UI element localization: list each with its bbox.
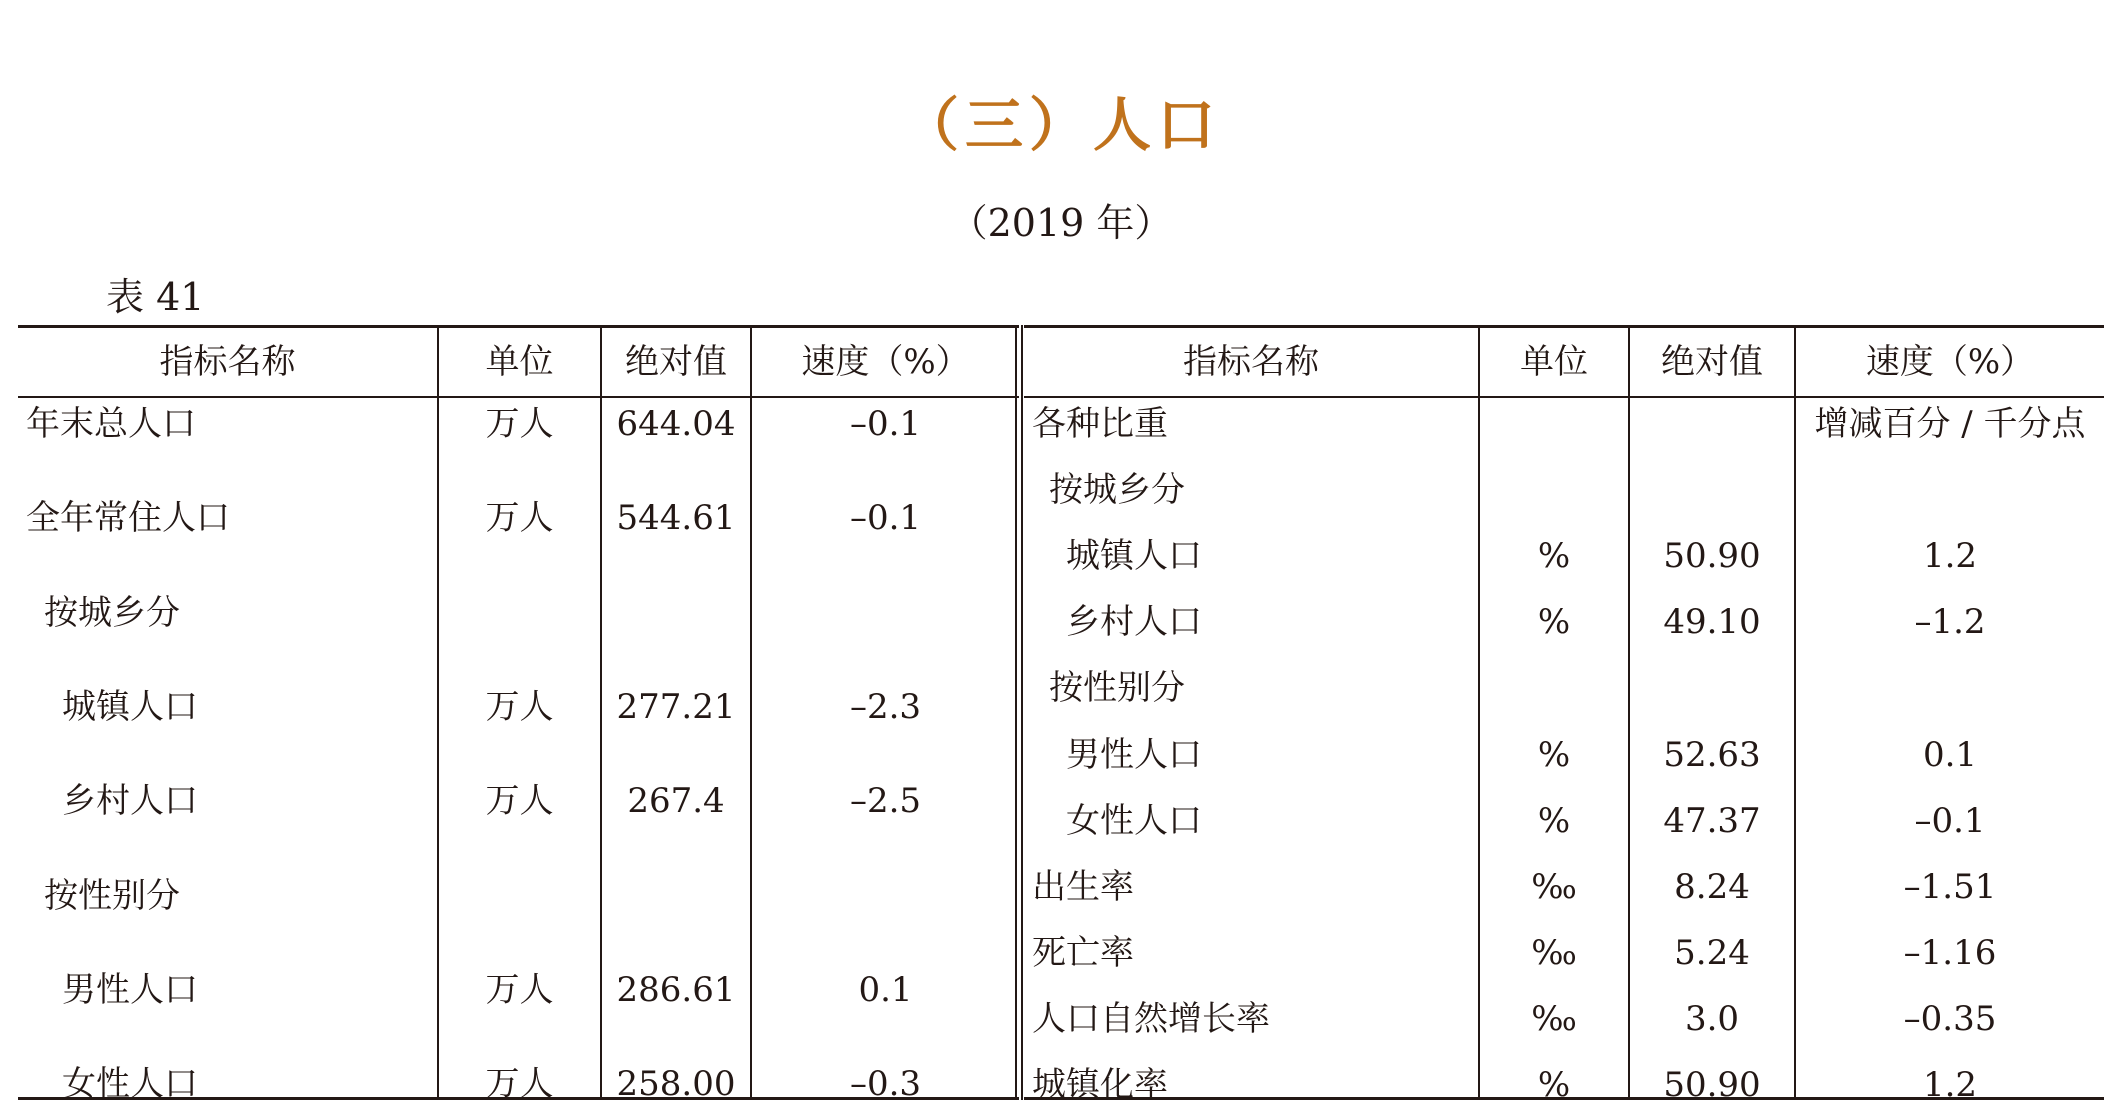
indicator-name: 人口自然增长率: [1032, 998, 1270, 1039]
unit-cell: %: [1537, 536, 1571, 577]
value-cell: 267.4: [627, 781, 725, 822]
indicator-name: 乡村人口: [62, 781, 198, 822]
value-cell: 277.21: [616, 686, 736, 727]
value-cell: 5.24: [1674, 932, 1750, 973]
value-cell: 8.24: [1674, 866, 1750, 907]
indicator-name: 城镇人口: [62, 686, 198, 727]
value-cell: 258.00: [616, 1064, 736, 1105]
speed-cell: –0.1: [849, 404, 922, 444]
indicator-name: 全年常住人口: [26, 498, 230, 539]
value-cell: 50.90: [1663, 536, 1761, 577]
header-speed: 速度（%）: [1865, 342, 2035, 382]
speed-cell: 0.1: [1922, 734, 1978, 775]
speed-cell: –0.1: [849, 498, 922, 539]
column-divider: [1478, 328, 1480, 1097]
indicator-name: 按城乡分: [44, 592, 180, 633]
speed-cell: 1.2: [1922, 1065, 1978, 1105]
speed-cell: 1.2: [1922, 536, 1978, 577]
unit-cell: 万人: [485, 1064, 554, 1105]
right-table: [1024, 325, 2104, 1105]
indicator-name: 出生率: [1032, 866, 1134, 907]
speed-cell: –1.16: [1903, 932, 1997, 973]
header-rule: [18, 396, 1019, 398]
indicator-name: 城镇化率: [1032, 1065, 1168, 1105]
indicator-name: 按性别分: [44, 875, 180, 916]
speed-cell: –0.1: [1914, 800, 1986, 841]
indicator-name: 年末总人口: [26, 404, 196, 444]
value-cell: 47.37: [1663, 800, 1761, 841]
unit-cell: 万人: [485, 404, 554, 444]
header-rule: [1024, 396, 2104, 398]
unit-cell: ‰: [1531, 998, 1577, 1039]
value-cell: 644.04: [616, 404, 736, 444]
header-speed: 速度（%）: [801, 342, 970, 382]
speed-cell: –1.51: [1903, 866, 1997, 907]
unit-cell: ‰: [1531, 866, 1577, 907]
indicator-name: 男性人口: [1066, 734, 1202, 775]
speed-cell: –2.3: [849, 686, 922, 727]
indicator-name: 男性人口: [62, 969, 198, 1010]
page-title: （三）人口: [900, 91, 1221, 159]
speed-cell: –1.2: [1914, 602, 1986, 643]
column-divider: [1628, 328, 1630, 1097]
speed-cell: 增减百分 / 千分点: [1814, 404, 2086, 444]
indicator-name: 死亡率: [1032, 932, 1134, 973]
value-cell: 286.61: [616, 969, 736, 1010]
unit-cell: 万人: [485, 969, 554, 1010]
indicator-name: 女性人口: [1066, 800, 1202, 841]
unit-cell: %: [1537, 734, 1571, 775]
left-table: [18, 325, 1019, 1105]
table-label: 表 41: [106, 275, 205, 319]
unit-cell: %: [1537, 800, 1571, 841]
double-rule: [1021, 325, 1023, 1100]
value-cell: 50.90: [1663, 1065, 1761, 1105]
unit-cell: 万人: [485, 498, 554, 539]
value-cell: 3.0: [1684, 998, 1740, 1039]
header-name: 指标名称: [159, 342, 296, 382]
header-unit: 单位: [485, 342, 554, 382]
header-name: 指标名称: [1183, 342, 1319, 382]
unit-cell: 万人: [485, 686, 554, 727]
header-value: 绝对值: [1661, 342, 1763, 382]
indicator-name: 按性别分: [1049, 668, 1185, 709]
value-cell: 52.63: [1663, 734, 1761, 775]
speed-cell: –0.35: [1903, 998, 1997, 1039]
header-unit: 单位: [1520, 342, 1588, 382]
indicator-name: 城镇人口: [1066, 536, 1202, 577]
value-cell: 49.10: [1663, 602, 1761, 643]
indicator-name: 按城乡分: [1049, 470, 1185, 511]
unit-cell: %: [1537, 602, 1571, 643]
double-rule: [1015, 325, 1017, 1100]
unit-cell: %: [1537, 1065, 1571, 1105]
page-subtitle: （2019 年）: [949, 201, 1173, 245]
header-value: 绝对值: [625, 342, 727, 382]
indicator-name: 乡村人口: [1066, 602, 1202, 643]
indicator-name: 各种比重: [1032, 404, 1168, 444]
speed-cell: –2.5: [849, 781, 922, 822]
unit-cell: ‰: [1531, 932, 1577, 973]
speed-cell: –0.3: [849, 1064, 922, 1105]
value-cell: 544.61: [616, 498, 736, 539]
speed-cell: 0.1: [858, 969, 913, 1010]
unit-cell: 万人: [485, 781, 554, 822]
indicator-name: 女性人口: [62, 1064, 198, 1105]
